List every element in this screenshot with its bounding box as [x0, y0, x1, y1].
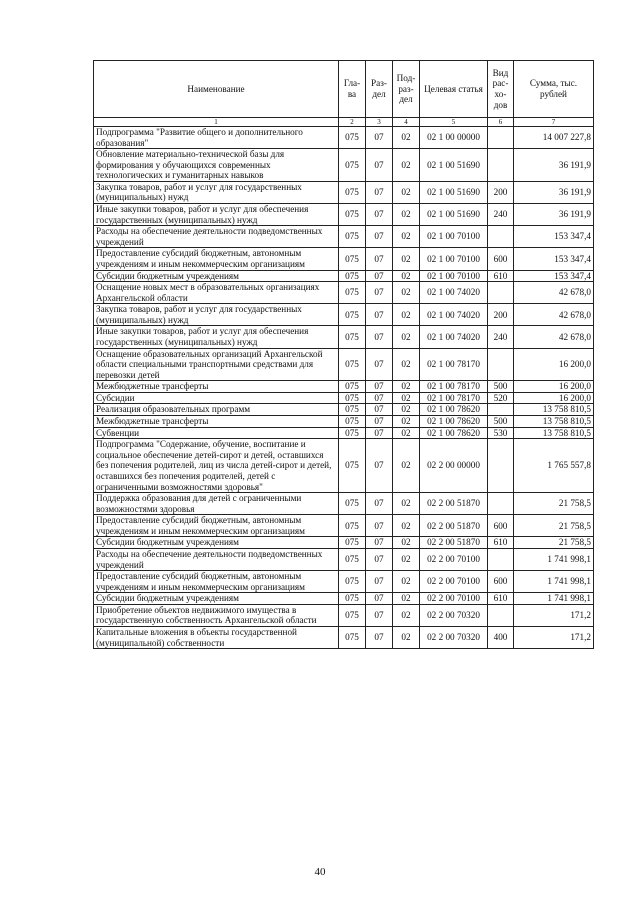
- row-sum: 16 200,0: [514, 392, 594, 404]
- row-vid: 520: [488, 392, 514, 404]
- table-row: [94, 149, 594, 182]
- row-razdel: 07: [366, 348, 393, 381]
- row-glava: 075: [339, 282, 366, 304]
- row-name: Субсидии бюджетным учреждениям: [94, 270, 339, 282]
- row-vid: [488, 493, 514, 515]
- budget-table: [93, 60, 594, 649]
- row-glava: 075: [339, 204, 366, 226]
- row-razdel: 07: [366, 404, 393, 416]
- row-sum: 153 347,4: [514, 226, 594, 248]
- row-glava: 075: [339, 627, 366, 649]
- row-sum: 42 678,0: [514, 304, 594, 326]
- row-name: Закупка товаров, работ и услуг для государственных (муниципальных) нужд: [94, 181, 339, 203]
- row-podrazdel: 02: [393, 226, 420, 248]
- row-sum: 171,2: [514, 604, 594, 626]
- row-glava: 075: [339, 593, 366, 605]
- column-number: 1: [94, 118, 339, 127]
- row-vid: [488, 282, 514, 304]
- row-sum: 42 678,0: [514, 326, 594, 348]
- row-article: 02 2 00 70100: [420, 593, 488, 605]
- row-sum: 21 758,5: [514, 537, 594, 549]
- row-name: Предоставление субсидий бюджетным, автономным учреждениям и иным некоммерческим организациям: [94, 515, 339, 537]
- row-name: Межбюджетные трансферты: [94, 381, 339, 393]
- row-podrazdel: 02: [393, 416, 420, 428]
- row-article: 02 1 00 78620: [420, 427, 488, 439]
- row-glava: 075: [339, 548, 366, 570]
- row-sum: 153 347,4: [514, 248, 594, 270]
- row-podrazdel: 02: [393, 282, 420, 304]
- row-vid: 200: [488, 181, 514, 203]
- row-podrazdel: 02: [393, 439, 420, 493]
- row-vid: 600: [488, 248, 514, 270]
- row-razdel: 07: [366, 127, 393, 149]
- row-podrazdel: 02: [393, 537, 420, 549]
- column-number: 2: [339, 118, 366, 127]
- row-podrazdel: 02: [393, 348, 420, 381]
- row-glava: 075: [339, 326, 366, 348]
- row-razdel: 07: [366, 181, 393, 203]
- row-razdel: 07: [366, 627, 393, 649]
- row-name: Оснащение образовательных организаций Архангельской области специальными транспортными средствами для перевозки детей: [94, 348, 339, 381]
- row-name: Закупка товаров, работ и услуг для государственных (муниципальных) нужд: [94, 304, 339, 326]
- table-row: [94, 127, 594, 149]
- row-glava: 075: [339, 181, 366, 203]
- row-article: 02 1 00 51690: [420, 181, 488, 203]
- row-name: Оснащение новых мест в образовательных организациях Архангельской области: [94, 282, 339, 304]
- row-vid: 500: [488, 416, 514, 428]
- table-row: [94, 404, 594, 416]
- row-sum: 171,2: [514, 627, 594, 649]
- row-name: Иные закупки товаров, работ и услуг для обеспечения государственных (муниципальных) нужд: [94, 326, 339, 348]
- row-sum: 1 741 998,1: [514, 593, 594, 605]
- row-razdel: 07: [366, 282, 393, 304]
- row-podrazdel: 02: [393, 304, 420, 326]
- row-razdel: 07: [366, 149, 393, 182]
- row-name: Субсидии бюджетным учреждениям: [94, 593, 339, 605]
- row-razdel: 07: [366, 493, 393, 515]
- row-glava: 075: [339, 392, 366, 404]
- row-podrazdel: 02: [393, 204, 420, 226]
- row-article: 02 2 00 51870: [420, 493, 488, 515]
- column-number: 7: [514, 118, 594, 127]
- row-razdel: 07: [366, 270, 393, 282]
- row-sum: 1 741 998,1: [514, 571, 594, 593]
- row-podrazdel: 02: [393, 392, 420, 404]
- table-row: [94, 439, 594, 493]
- table-row: [94, 381, 594, 393]
- row-glava: 075: [339, 427, 366, 439]
- table-row: [94, 348, 594, 381]
- table-row: [94, 548, 594, 570]
- row-sum: 13 758 810,5: [514, 427, 594, 439]
- row-glava: 075: [339, 416, 366, 428]
- row-sum: 21 758,5: [514, 515, 594, 537]
- row-name: Субвенции: [94, 427, 339, 439]
- row-podrazdel: 02: [393, 127, 420, 149]
- row-vid: 240: [488, 326, 514, 348]
- row-razdel: 07: [366, 226, 393, 248]
- table-row: [94, 627, 594, 649]
- row-podrazdel: 02: [393, 270, 420, 282]
- row-podrazdel: 02: [393, 571, 420, 593]
- row-sum: 42 678,0: [514, 282, 594, 304]
- row-glava: 075: [339, 404, 366, 416]
- row-name: Субсидии бюджетным учреждениям: [94, 537, 339, 549]
- row-razdel: 07: [366, 439, 393, 493]
- row-article: 02 2 00 70100: [420, 571, 488, 593]
- row-razdel: 07: [366, 537, 393, 549]
- row-article: 02 1 00 78170: [420, 348, 488, 381]
- table-row: [94, 326, 594, 348]
- row-article: 02 1 00 70100: [420, 248, 488, 270]
- row-razdel: 07: [366, 571, 393, 593]
- row-name: Приобретение объектов недвижимого имущества в государственную собственность Архангельской области: [94, 604, 339, 626]
- row-vid: 600: [488, 515, 514, 537]
- row-podrazdel: 02: [393, 381, 420, 393]
- column-number: 6: [488, 118, 514, 127]
- row-vid: [488, 226, 514, 248]
- row-razdel: 07: [366, 416, 393, 428]
- header-name: Наименование: [94, 61, 339, 118]
- row-vid: 530: [488, 427, 514, 439]
- row-vid: 400: [488, 627, 514, 649]
- table-row: [94, 427, 594, 439]
- row-article: 02 2 00 00000: [420, 439, 488, 493]
- table-row: [94, 392, 594, 404]
- row-article: 02 2 00 70100: [420, 548, 488, 570]
- row-glava: 075: [339, 493, 366, 515]
- row-vid: 610: [488, 270, 514, 282]
- row-razdel: 07: [366, 515, 393, 537]
- row-name: Предоставление субсидий бюджетным, автономным учреждениям и иным некоммерческим организациям: [94, 571, 339, 593]
- table-row: [94, 226, 594, 248]
- row-name: Реализация образовательных программ: [94, 404, 339, 416]
- header-podrazdel: Под-раз-дел: [393, 61, 420, 118]
- row-sum: 13 758 810,5: [514, 404, 594, 416]
- row-glava: 075: [339, 537, 366, 549]
- row-glava: 075: [339, 604, 366, 626]
- row-article: 02 1 00 78620: [420, 416, 488, 428]
- row-article: 02 1 00 70100: [420, 226, 488, 248]
- row-name: Поддержка образования для детей с ограниченными возможностями здоровья: [94, 493, 339, 515]
- row-glava: 075: [339, 439, 366, 493]
- row-razdel: 07: [366, 204, 393, 226]
- row-glava: 075: [339, 127, 366, 149]
- row-article: 02 1 00 51690: [420, 204, 488, 226]
- header-article: Целевая статья: [420, 61, 488, 118]
- header-razdel: Раз-дел: [366, 61, 393, 118]
- column-number: 3: [366, 118, 393, 127]
- row-sum: 36 191,9: [514, 204, 594, 226]
- row-sum: 36 191,9: [514, 181, 594, 203]
- row-vid: 240: [488, 204, 514, 226]
- row-glava: 075: [339, 515, 366, 537]
- row-vid: 610: [488, 537, 514, 549]
- table-row: [94, 282, 594, 304]
- table-row: [94, 604, 594, 626]
- header-glava: Гла-ва: [339, 61, 366, 118]
- column-number-row: [94, 118, 594, 127]
- row-vid: [488, 348, 514, 381]
- row-podrazdel: 02: [393, 515, 420, 537]
- table-row: [94, 304, 594, 326]
- row-podrazdel: 02: [393, 181, 420, 203]
- row-glava: 075: [339, 149, 366, 182]
- row-sum: 36 191,9: [514, 149, 594, 182]
- row-razdel: 07: [366, 304, 393, 326]
- row-razdel: 07: [366, 427, 393, 439]
- row-glava: 075: [339, 304, 366, 326]
- row-podrazdel: 02: [393, 593, 420, 605]
- row-razdel: 07: [366, 392, 393, 404]
- table-row: [94, 416, 594, 428]
- row-vid: [488, 149, 514, 182]
- row-podrazdel: 02: [393, 248, 420, 270]
- table-row: [94, 571, 594, 593]
- row-article: 02 2 00 70320: [420, 627, 488, 649]
- row-vid: 500: [488, 381, 514, 393]
- row-podrazdel: 02: [393, 604, 420, 626]
- header-vid: Вид рас-хо-дов: [488, 61, 514, 118]
- table-row: [94, 270, 594, 282]
- table-row: [94, 493, 594, 515]
- table-row: [94, 181, 594, 203]
- page-number: 40: [314, 866, 326, 878]
- row-name: Межбюджетные трансферты: [94, 416, 339, 428]
- row-glava: 075: [339, 248, 366, 270]
- row-article: 02 2 00 70320: [420, 604, 488, 626]
- row-vid: [488, 548, 514, 570]
- row-article: 02 1 00 00000: [420, 127, 488, 149]
- row-podrazdel: 02: [393, 627, 420, 649]
- table-row: [94, 204, 594, 226]
- row-glava: 075: [339, 270, 366, 282]
- row-glava: 075: [339, 571, 366, 593]
- row-name: Капитальные вложения в объекты государственной (муниципальной) собственности: [94, 627, 339, 649]
- row-glava: 075: [339, 348, 366, 381]
- row-sum: 1 741 998,1: [514, 548, 594, 570]
- row-name: Расходы на обеспечение деятельности подведомственных учреждений: [94, 548, 339, 570]
- row-podrazdel: 02: [393, 149, 420, 182]
- row-sum: 21 758,5: [514, 493, 594, 515]
- row-vid: [488, 127, 514, 149]
- table-row: [94, 248, 594, 270]
- row-podrazdel: 02: [393, 326, 420, 348]
- row-article: 02 1 00 51690: [420, 149, 488, 182]
- row-razdel: 07: [366, 593, 393, 605]
- row-glava: 075: [339, 381, 366, 393]
- row-article: 02 1 00 74020: [420, 326, 488, 348]
- row-razdel: 07: [366, 548, 393, 570]
- row-vid: [488, 604, 514, 626]
- header-row: [94, 61, 594, 118]
- row-name: Предоставление субсидий бюджетным, автономным учреждениям и иным некоммерческим организациям: [94, 248, 339, 270]
- row-glava: 075: [339, 226, 366, 248]
- table-row: [94, 593, 594, 605]
- table-row: [94, 537, 594, 549]
- row-vid: 600: [488, 571, 514, 593]
- row-article: 02 1 00 74020: [420, 304, 488, 326]
- row-razdel: 07: [366, 248, 393, 270]
- row-podrazdel: 02: [393, 493, 420, 515]
- column-number: 4: [393, 118, 420, 127]
- row-podrazdel: 02: [393, 548, 420, 570]
- row-name: Подпрограмма "Развитие общего и дополнительного образования": [94, 127, 339, 149]
- row-sum: 16 200,0: [514, 381, 594, 393]
- row-name: Подпрограмма "Содержание, обучение, воспитание и социальное обеспечение детей-сирот и детей, оставшихся без попечения родителей, лиц из числа детей-сирот и детей, оставшихся без попечения родителей, детей с ограниченными возможностями здоровья": [94, 439, 339, 493]
- row-article: 02 1 00 70100: [420, 270, 488, 282]
- row-article: 02 1 00 78170: [420, 381, 488, 393]
- row-article: 02 1 00 78170: [420, 392, 488, 404]
- header-sum: Сумма, тыс. рублей: [514, 61, 594, 118]
- row-razdel: 07: [366, 381, 393, 393]
- row-name: Расходы на обеспечение деятельности подведомственных учреждений: [94, 226, 339, 248]
- row-sum: 14 007 227,8: [514, 127, 594, 149]
- table-row: [94, 515, 594, 537]
- column-number: 5: [420, 118, 488, 127]
- row-razdel: 07: [366, 326, 393, 348]
- row-sum: 13 758 810,5: [514, 416, 594, 428]
- row-sum: 1 765 557,8: [514, 439, 594, 493]
- row-name: Иные закупки товаров, работ и услуг для обеспечения государственных (муниципальных) нужд: [94, 204, 339, 226]
- row-vid: 610: [488, 593, 514, 605]
- row-name: Субсидии: [94, 392, 339, 404]
- row-article: 02 1 00 78620: [420, 404, 488, 416]
- row-podrazdel: 02: [393, 427, 420, 439]
- row-vid: 200: [488, 304, 514, 326]
- row-article: 02 2 00 51870: [420, 515, 488, 537]
- row-article: 02 2 00 51870: [420, 537, 488, 549]
- row-vid: [488, 439, 514, 493]
- row-vid: [488, 404, 514, 416]
- row-sum: 16 200,0: [514, 348, 594, 381]
- row-name: Обновление материально-технической базы для формирования у обучающихся современных технологических и гуманитарных навыков: [94, 149, 339, 182]
- row-razdel: 07: [366, 604, 393, 626]
- row-podrazdel: 02: [393, 404, 420, 416]
- row-article: 02 1 00 74020: [420, 282, 488, 304]
- row-sum: 153 347,4: [514, 270, 594, 282]
